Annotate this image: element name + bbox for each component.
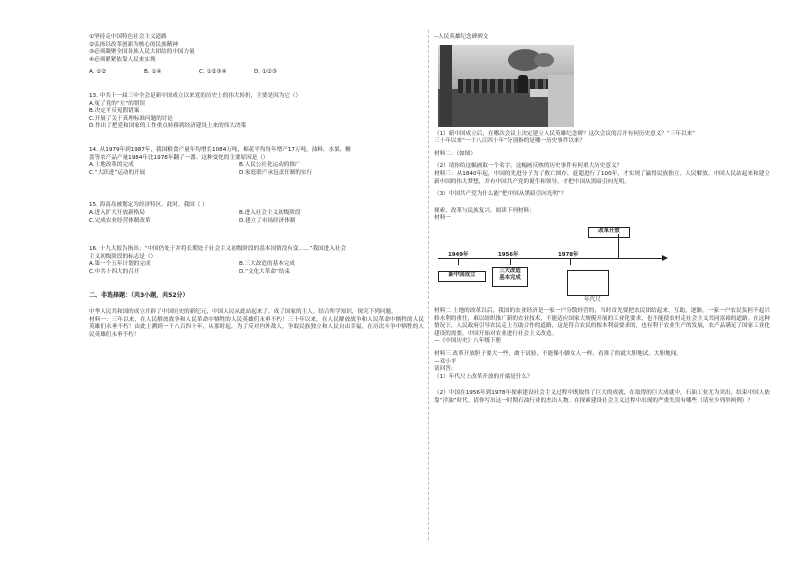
choice-c[interactable]: C.完成农业经营体制改革 — [89, 217, 151, 224]
timeline-tick — [570, 258, 571, 265]
choice-b[interactable]: B.人民公社化运动的推广 — [239, 162, 301, 169]
timeline-diagram — [434, 225, 764, 303]
three-reforms-box — [492, 267, 528, 287]
choice-b[interactable]: B.进入社会主义初级阶段 — [239, 209, 301, 216]
reform-opening-box: 改革开放 — [588, 227, 630, 238]
choice-a[interactable]: A.土地改革的完成 — [89, 162, 134, 169]
timeline-tick — [458, 258, 459, 265]
q15-choices-row2 — [89, 218, 424, 226]
material-one-text: 材料一：三年以来，在人民解放战争和人民革命中牺牲的人民英雄们永垂不朽！三十年以来，在人民解放战争和人民革命中牺牲的人民英雄们永垂不朽！由此上溯到一千八百四十年，从那时起，为了反对内外敌人，争取民族独立和人民自由幸福，在历次斗争中牺牲的人民英雄们永垂不朽！ — [89, 316, 424, 338]
choice-d[interactable]: D.家庭联产承包责任制的实行 — [239, 169, 313, 176]
choice-b[interactable]: B.决定平反冤假错案 — [89, 108, 140, 115]
choice-a[interactable]: A.冤了党的“左”的错误 — [89, 100, 146, 107]
q12-choices — [89, 69, 424, 77]
page-fold-divider — [428, 30, 429, 540]
option-statement: ②弘扬以改革创新为核心的民族精神 — [89, 41, 178, 48]
answer-prompt: 请回答： — [434, 366, 457, 373]
choice-c[interactable]: C.“大跃进”运动的开展 — [89, 169, 146, 176]
year-label-1956: 1956年 — [498, 251, 519, 258]
timeline-connector — [618, 234, 619, 258]
question-15-stem: 15. 海南岛被划定为经济特区。此时，我国（ ） — [89, 202, 208, 209]
choice-a[interactable]: A. ①② — [89, 69, 107, 76]
material-two-b-text: 材料二 土地的改革以后，我国的农业经济是一家一户分散经营的，当时首先要把农民团结起来，互助，逐渐，一家一户农民负担不起兴修水利的重任，难以组织推广新的农业技术，不能适应国家大规模开展的工业化要求，也不能使农村走社会主义共同富裕的道路。在这种情况下，人民政府引导农民走上互助合作的道路，这是符合农民的根本利益要求的，也有利于农业生产的发展，农产品满足了国家工业化建设的需要，中国开始对农业进行社会主义改造。 — [434, 307, 770, 337]
source-citation: —邓小平 — [434, 358, 457, 365]
sub-question-2: （2）中国在1956年到1978年探索建设社会主义过程中既取得了巨大的成就，在取得的巨大成就中，石油工业尤为突出，结束中国人依靠“洋油”时代。请你写出这一时期石油行业的杰出人物。在探索建设社会主义过程中出现的严重失误有哪些（请至少列举两例）？ — [434, 390, 770, 404]
sub-question-1-cont: 三十年以来“一千八百四十年”分别指的是哪一历史事件以来？ — [434, 138, 586, 145]
year-label-1978: 1978年 — [558, 251, 579, 258]
question-16-stem-cont: 主义初级阶段的标志是（） — [89, 253, 157, 260]
question-17-intro: 中华人民共和国的成立开辟了中国历史的新纪元，中国人民从此站起来了，成了国家的主人。结合所学知识，探究下列问题。 — [89, 309, 397, 316]
choice-a[interactable]: A.第一个五年计划的完成 — [89, 261, 151, 268]
option-statement: ①坚持走中国特色社会主义道路 — [89, 34, 167, 40]
choice-a[interactable]: A.进入扩大开放新格局 — [89, 209, 145, 216]
choice-c[interactable]: C.开展了关于真理标准问题的讨论 — [89, 115, 173, 122]
sub-question-1: （1）年代尺上改革开放的开端是什么？ — [434, 373, 533, 380]
explore-heading: 探索、改革与民族复兴。阅读下列材料： — [434, 207, 535, 214]
question-14-stem-cont: 蔷等农产品产量1984年比1978年翻了一番。这种变化的主要原因是（） — [89, 154, 269, 161]
material-three-b-text: 材料三 改革开放胆子要大一些，敢于试验，不能像小脚女人一样，看准了的就大胆地试，大胆地闯。 — [434, 350, 682, 357]
choice-d[interactable]: D.建立了市场经济体制 — [239, 217, 296, 224]
founding-box: 新中国成立 — [438, 271, 486, 282]
three-reforms-line2: 基本完成 — [499, 274, 521, 281]
question-13-stem: 13. 中共十一届三中全会是新中国成立以来党的历史上的伟大转折，主要是因为它（） — [89, 92, 302, 99]
choice-d[interactable]: D. ①②③ — [254, 69, 277, 76]
timeline-axis — [438, 258, 664, 259]
q14-choices-row2 — [89, 170, 424, 178]
timeline-arrow-icon — [662, 255, 668, 261]
choice-c[interactable]: C. ①②③④ — [199, 69, 227, 76]
option-statement: ④必须紧紧依靠人民来实现 — [89, 56, 156, 63]
choice-b[interactable]: B. ①④ — [144, 69, 162, 76]
option-statement: ③必须凝聚全国各族人民大团结的中国力量 — [89, 49, 195, 56]
choice-c[interactable]: C.中共十四大的召开 — [89, 268, 140, 275]
blank-answer-box[interactable] — [567, 270, 609, 296]
founding-ceremony-photo — [438, 45, 574, 127]
choice-d[interactable]: D.“文化大革命”结束 — [239, 268, 291, 275]
source-citation: —《中国历史》八年级下册 — [434, 338, 502, 345]
material-two-label: 材料二：（如图） — [434, 150, 476, 157]
q15-choices-row1 — [89, 210, 424, 218]
sub-question-1: （1）新中国成立后，在哪次会议上决定建立人民英雄纪念碑？这次会议的召开有何历史意义？“三年以来” — [434, 130, 696, 137]
sub-question-3: （3）中国共产党为什么能“把中国从黑暗引向光明”？ — [434, 191, 567, 198]
left-column — [89, 34, 424, 339]
q16-choices-row1 — [89, 261, 424, 269]
question-16-stem: 16. 十九大报告指出：“中国仍处于并将长期处于社会主义初级阶段的基本国情没有变……”我国进入社会 — [89, 246, 347, 253]
q16-choices-row2 — [89, 269, 424, 277]
year-label-1949: 1949年 — [448, 251, 469, 258]
timeline-tick — [510, 258, 511, 265]
right-column — [434, 34, 770, 405]
sub-question-2: （2）请你给这幅画取一个名字。这幅画反映的历史事件有何重大历史意义？ — [434, 163, 623, 170]
section-heading: 二、非选择题：（共3小题，共52分） — [89, 292, 189, 300]
material-three-text: 材料三：从1840年起，中国的先进分子为了救亡图存，赶超进行了100年，才实现了赢得民族独立、人民解放、中国人民站起来和建立新中国的伟大梦想，并有中国共产党的诞生和领导，才把中国从黑暗引向光明。 — [434, 170, 770, 185]
inscription-caption: --人民英雄纪念碑碑文 — [434, 34, 489, 40]
three-reforms-line1: 三大改造 — [499, 267, 521, 274]
choice-d[interactable]: D.作出了把党和国家的工作重点转移到经济建设上来的伟大决策 — [89, 123, 247, 130]
material-one-label: 材料一 — [434, 215, 451, 222]
question-14-stem: 14. 从1979年到1987年，我国粮食产量年均增长1084万吨，棉花平均每年增产17万吨，油料、水果、糖 — [89, 146, 351, 153]
q14-choices-row1 — [89, 162, 424, 170]
timeline-caption: 年代尺 — [584, 296, 601, 303]
choice-b[interactable]: B.三大改造的基本完成 — [239, 261, 295, 268]
